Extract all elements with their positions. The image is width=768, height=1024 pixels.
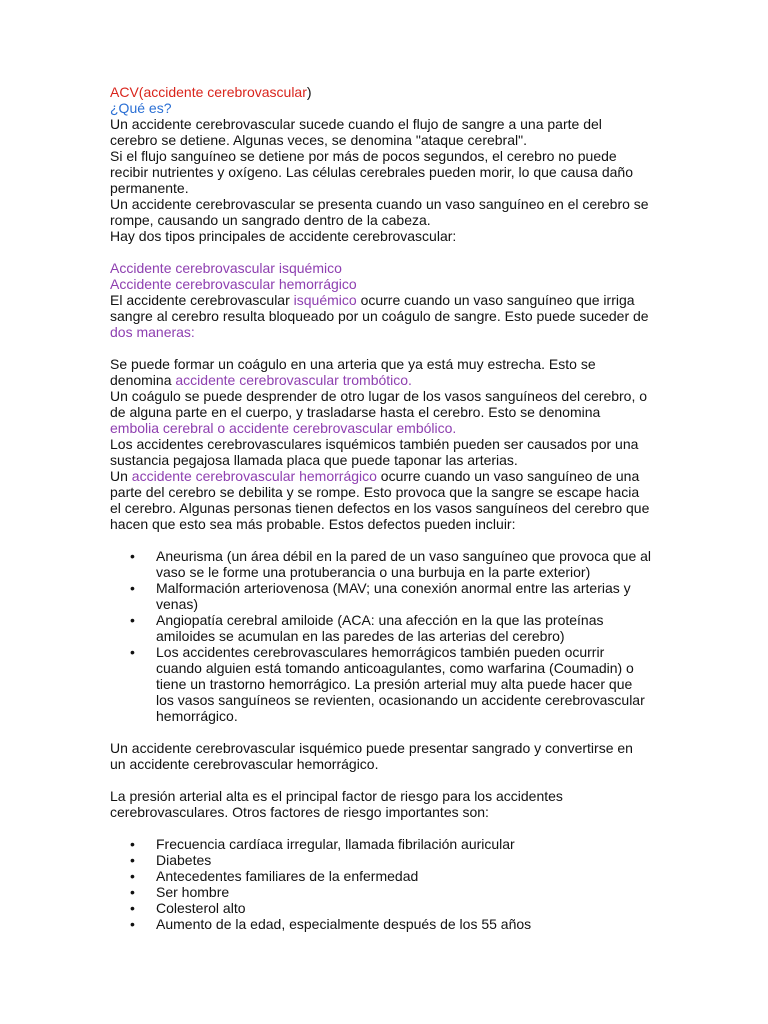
text-line: hemorrágico. [156,708,238,724]
text-line: recibir nutrientes y oxígeno. Las células cerebrales pueden morir, lo que causa daño [110,164,633,180]
text-line: sustancia pegajosa llamada placa que puede taponar las arterias. [110,452,518,468]
title-term: accidente cerebrovascular [143,84,307,100]
ischemic-link[interactable]: isquémico [293,292,357,308]
text-line: Hay dos tipos principales de accidente cerebrovascular: [110,228,457,244]
text-line: permanente. [110,180,189,196]
ischemic-paragraph [110,292,670,340]
question-heading: ¿Qué es? [110,100,172,116]
text-line: cerebro se detiene. Algunas veces, se denomina "ataque cerebral". [110,132,527,148]
text-line: • Frecuencia cardíaca irregular, llamada fibrilación auricular [156,836,515,852]
text-line: La presión arterial alta es el principal factor de riesgo para los accidentes [110,788,563,804]
text-line [110,468,670,484]
text-line: • Ser hombre [156,884,230,900]
defects-list [110,548,670,724]
text-line: amiloides se acumulan en las paredes de las arterias del cerebro) [156,628,565,644]
text-line: sangre al cerebro resulta bloqueado por un coágulo de sangre. Esto puede suceder de [110,308,649,324]
text-span: Un [110,468,132,484]
text-line: Un coágulo se puede desprender de otro lugar de los vasos sanguíneos del cerebro, o [110,388,648,404]
text-line: Si el flujo sanguíneo se detiene por más de pocos segundos, el cerebro no puede [110,148,617,164]
document-title [110,84,670,100]
text-line: Un accidente cerebrovascular sucede cuando el flujo de sangre a una parte del [110,116,602,132]
text-line: Los accidentes cerebrovasculares isquémicos también pueden ser causados por una [110,436,639,452]
thrombotic-link[interactable]: accidente cerebrovascular trombótico. [175,372,412,388]
text-line: • Aumento de la edad, especialmente después de los 55 años [156,916,532,932]
text-line: de alguna parte en el cuerpo, y trasladarse hasta el cerebro. Esto se denomina [110,404,601,420]
intro-paragraph [110,116,670,244]
list-item [110,868,670,884]
list-item [110,884,670,900]
text-line: hacen que esto sea más probable. Estos defectos pueden incluir: [110,516,516,532]
text-line [110,372,670,388]
text-span: ocurre cuando un vaso sanguíneo que irriga [356,292,635,308]
list-item [110,900,670,916]
spacer [110,532,670,548]
list-item [110,548,670,580]
list-item [110,580,670,612]
spacer [110,772,670,788]
text-line: • Malformación arteriovenosa (MAV; una conexión anormal entre las arterias y [156,580,631,596]
text-line: cerebrovasculares. Otros factores de riesgo importantes son: [110,804,489,820]
list-item [110,644,670,724]
text-span: denomina [110,372,176,388]
two-ways-link[interactable]: dos maneras: [110,324,195,340]
risk-factors-list [110,836,670,932]
spacer [110,340,670,356]
text-line: cuando alguien está tomando anticoagulantes, como warfarina (Coumadin) o [156,660,634,676]
text-line: un accidente cerebrovascular hemorrágico. [110,756,379,772]
text-line: • Antecedentes familiares de la enfermedad [156,868,419,884]
spacer [110,244,670,260]
text-line: • Colesterol alto [156,900,246,916]
spacer [110,820,670,836]
text-line: parte del cerebro se debilita y se rompe. Esto provoca que la sangre se escape hacia [110,484,640,500]
text-line: • Los accidentes cerebrovasculares hemorrágicos también pueden ocurrir [156,644,605,660]
list-item [110,612,670,644]
spacer [110,724,670,740]
title-prefix: ACV( [110,84,144,100]
list-item [110,836,670,852]
text-line: venas) [156,596,199,612]
text-line [110,292,670,308]
text-line: • Aneurisma (un área débil en la pared de un vaso sanguíneo que provoca que al [156,548,652,564]
list-item [110,916,670,932]
document-page [110,84,670,932]
text-line: tiene un trastorno hemorrágico. La presión arterial muy alta puede hacer que [156,676,633,692]
hemorrhagic-paragraph [110,468,670,532]
type-link-ischemic[interactable]: Accidente cerebrovascular isquémico [110,260,342,276]
embolic-link[interactable]: embolia cerebral o accidente cerebrovascular embólico. [110,420,457,436]
text-line: el cerebro. Algunas personas tienen defectos en los vasos sanguíneos del cerebro que [110,500,650,516]
text-span: El accidente cerebrovascular [110,292,294,308]
text-span: ocurre cuando un vaso sanguíneo de una [376,468,640,484]
list-item [110,852,670,868]
stroke-types [110,260,670,292]
text-line: rompe, causando un sangrado dentro de la cabeza. [110,212,431,228]
text-line: • Angiopatía cerebral amiloide (ACA: una afección en la que las proteínas [156,612,604,628]
text-line: Se puede formar un coágulo en una arteria que ya está muy estrecha. Esto se [110,356,596,372]
conversion-paragraph [110,740,670,772]
text-line: • Diabetes [156,852,212,868]
text-line: Un accidente cerebrovascular isquémico puede presentar sangrado y convertirse en [110,740,633,756]
ways-paragraph [110,356,670,468]
type-link-hemorrhagic[interactable]: Accidente cerebrovascular hemorrágico [110,276,357,292]
title-close: ) [306,84,312,100]
text-line: los vasos sanguíneos se revienten, ocasionando un accidente cerebrovascular [156,692,645,708]
risk-paragraph [110,788,670,820]
hemorrhagic-link[interactable]: accidente cerebrovascular hemorrágico [131,468,377,484]
text-line: vaso se le forme una protuberancia o una burbuja en la parte exterior) [156,564,591,580]
text-line: Un accidente cerebrovascular se presenta cuando un vaso sanguíneo en el cerebro se [110,196,649,212]
